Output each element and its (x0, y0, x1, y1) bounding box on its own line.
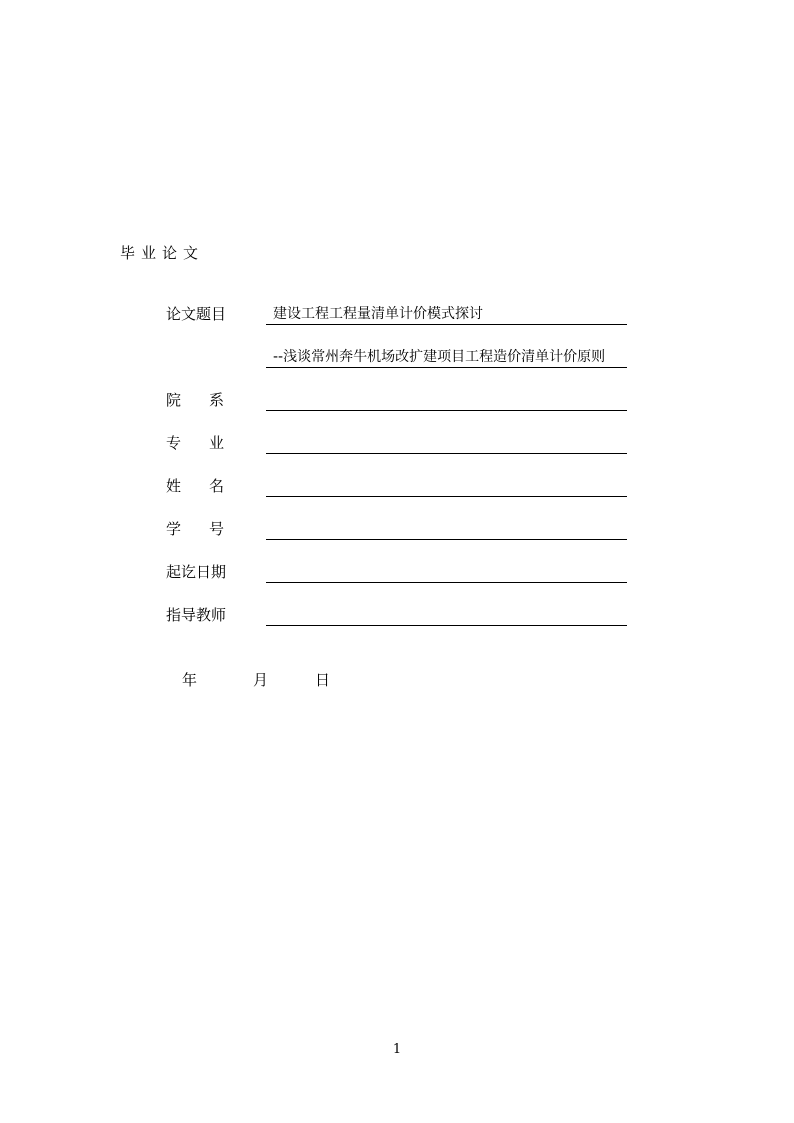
name-label-char-2: 名 (208, 477, 224, 495)
subtitle-underline (266, 367, 627, 368)
advisor-label: 指导教师 (166, 606, 227, 624)
date-year-label: 年 (182, 671, 198, 689)
subtitle-value: --浅谈常州奔牛机场改扩建项目工程造价清单计价原则 (273, 349, 606, 365)
advisor-underline (266, 625, 627, 626)
date-month-label: 月 (253, 671, 269, 689)
title-label: 论文题目 (166, 305, 227, 323)
title-underline (266, 324, 627, 325)
title-value: 建设工程工程量清单计价模式探讨 (273, 306, 483, 322)
name-label (166, 476, 224, 496)
department-label-char-2: 系 (208, 391, 224, 409)
department-row (0, 388, 794, 412)
major-underline (266, 453, 627, 454)
department-label (166, 390, 224, 410)
student-id-label (166, 519, 224, 539)
department-underline (266, 410, 627, 411)
date-day-label: 日 (315, 671, 331, 689)
date-range-label: 起讫日期 (166, 563, 227, 581)
thesis-heading: 毕业论文 (120, 244, 205, 262)
student-id-label-char-1: 学 (166, 520, 182, 538)
major-label-char-2: 业 (208, 434, 224, 452)
subtitle-row (0, 345, 794, 369)
major-row (0, 431, 794, 455)
name-underline (266, 496, 627, 497)
date-range-row (0, 560, 794, 584)
department-label-char-1: 院 (166, 391, 182, 409)
advisor-row (0, 603, 794, 627)
name-label-char-1: 姓 (166, 477, 182, 495)
date-range-underline (266, 582, 627, 583)
major-label-char-1: 专 (166, 434, 182, 452)
page-number: 1 (392, 1042, 402, 1057)
name-row (0, 474, 794, 498)
student-id-row (0, 517, 794, 541)
student-id-label-char-2: 号 (208, 520, 224, 538)
major-label (166, 433, 224, 453)
title-row (0, 302, 794, 326)
student-id-underline (266, 539, 627, 540)
